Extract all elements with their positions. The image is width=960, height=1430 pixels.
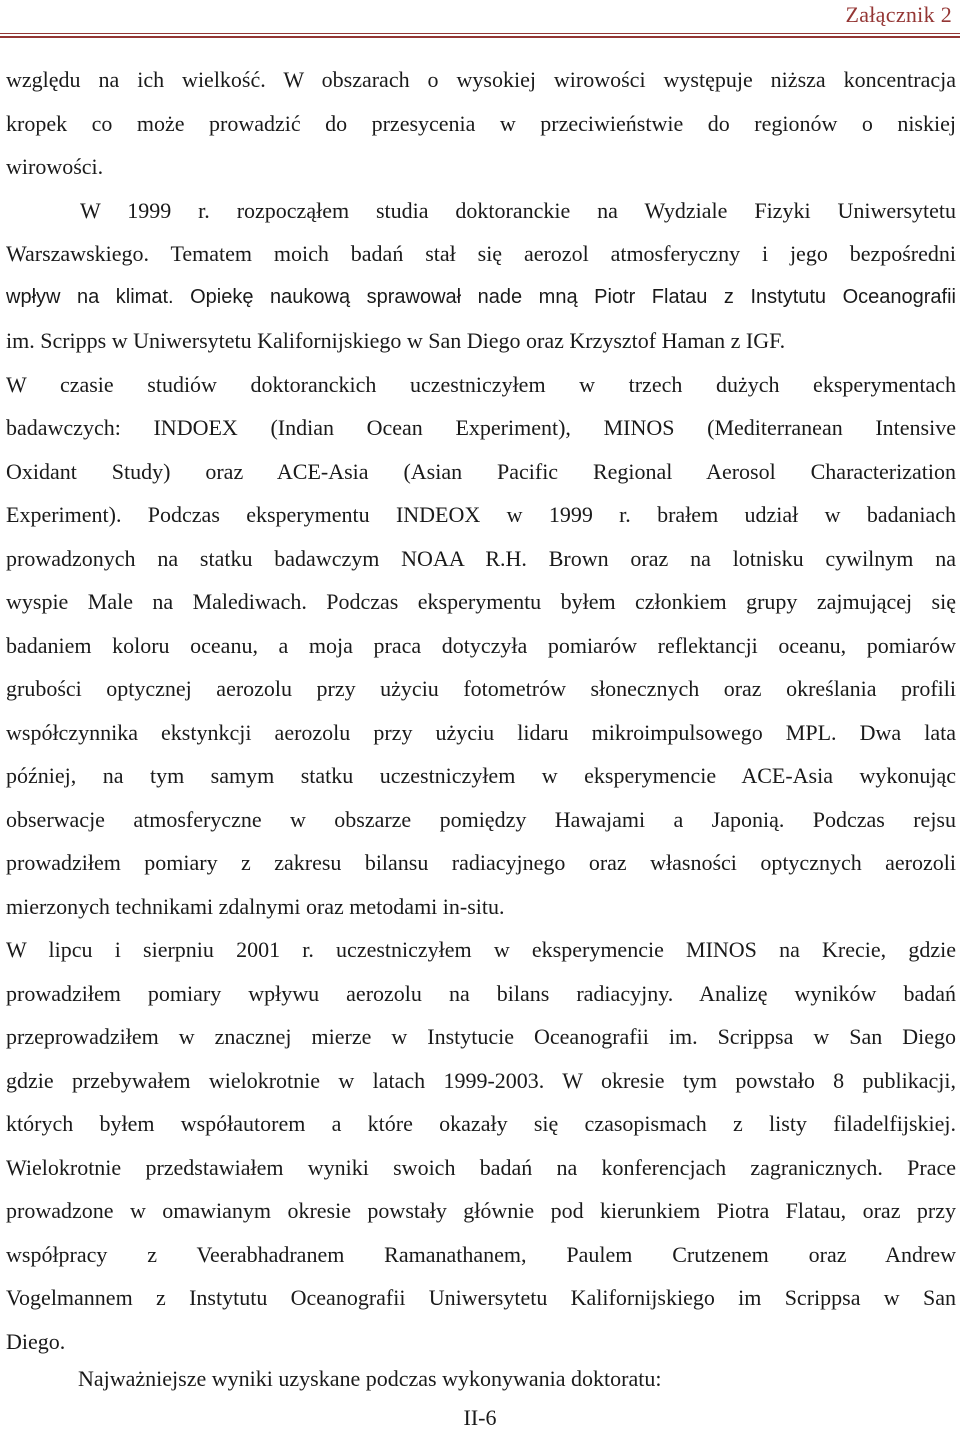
text-line: przeprowadziłem w znacznej mierze w Instytucie Oceanografii im. Scrippsa w San Diego <box>6 1024 956 1049</box>
text-line: W 1999 r. rozpocząłem studia doktoranckie na Wydziale Fizyki Uniwersytetu <box>80 197 956 223</box>
text-line: Diego. <box>6 1328 66 1354</box>
page-number: II-6 <box>463 1405 497 1430</box>
text-line: prowadziłem pomiary wpływu aerozolu na bilans radiacyjny. Analizę wyników badań <box>6 980 956 1006</box>
text-line: badawczych: INDOEX (Indian Ocean Experiment), MINOS (Mediterranean Intensive <box>6 415 956 440</box>
text-line: wpływ na klimat. Opiekę naukową sprawował nade mną Piotr Flatau z Instytutu Oceanografii <box>6 285 956 308</box>
text-line: wirowości. <box>6 154 104 179</box>
body-text <box>6 58 956 1363</box>
header-rule-thick <box>0 36 960 38</box>
text-line: gdzie przebywałem wielokrotnie w latach 1999-2003. W okresie tym powstało 8 publikacji, <box>6 1067 956 1093</box>
text-line: kropek co może prowadzić do przesycenia w przeciwieństwie do regionów o niskiej <box>6 110 956 136</box>
paragraph <box>6 363 956 929</box>
page-header <box>0 0 960 34</box>
text-line: W lipcu i sierpniu 2001 r. uczestniczyłem w eksperymencie MINOS na Krecie, gdzie <box>6 937 956 962</box>
text-line: im. Scripps w Uniwersytetu Kalifornijskiego w San Diego oraz Krzysztof Haman z IGF. <box>6 328 786 353</box>
text-line: mierzonych technikami zdalnymi oraz metodami in-situ. <box>6 893 505 919</box>
text-line: których byłem współautorem a które okazały się czasopismach z listy filadelfijskiej. <box>6 1111 956 1136</box>
text-line: współpracy z Veerabhadranem Ramanathanem, Paulem Crutzenem oraz Andrew <box>6 1241 956 1267</box>
paragraph <box>6 189 956 363</box>
text-line: Wielokrotnie przedstawiałem wyniki swoich badań na konferencjach zagranicznych. Prace <box>6 1154 956 1180</box>
text-line: W czasie studiów doktoranckich uczestniczyłem w trzech dużych eksperymentach <box>6 371 956 397</box>
paragraph <box>6 928 956 1363</box>
paragraph <box>6 58 956 189</box>
text-line: grubości optycznej aerozolu przy użyciu fotometrów słonecznych oraz określania profili <box>6 676 956 701</box>
attachment-title: Załącznik 2 <box>845 2 952 27</box>
text-line: później, na tym samym statku uczestniczyłem w eksperymencie ACE-Asia wykonując <box>6 763 956 788</box>
text-line: Oxidant Study) oraz ACE-Asia (Asian Pacific Regional Aerosol Characterization <box>6 458 956 484</box>
text-line: Experiment). Podczas eksperymentu INDEOX w 1999 r. brałem udział w badaniach <box>6 502 956 527</box>
text-line: obserwacje atmosferyczne w obszarze pomiędzy Hawajami a Japonią. Podczas rejsu <box>6 806 956 832</box>
text-line: Warszawskiego. Tematem moich badań stał się aerozol atmosferyczny i jego bezpośredni <box>6 241 956 266</box>
text-line: badaniem koloru oceanu, a moja praca dotyczyła pomiarów reflektancji oceanu, pomiarów <box>6 632 956 658</box>
text-line: Vogelmannem z Instytutu Oceanografii Uniwersytetu Kalifornijskiego im Scrippsa w San <box>6 1285 956 1310</box>
text-line: względu na ich wielkość. W obszarach o wysokiej wirowości występuje niższa koncentracja <box>6 67 956 92</box>
text-line: prowadziłem pomiary z zakresu bilansu radiacyjnego oraz własności optycznych aerozoli <box>6 850 956 875</box>
header-rule <box>0 33 960 34</box>
text-line: wyspie Male na Malediwach. Podczas eksperymentu byłem członkiem grupy zajmującej się <box>6 589 956 614</box>
section-intro-line: Najważniejsze wyniki uzyskane podczas wykonywania doktoratu: <box>78 1366 662 1391</box>
text-line: współczynnika ekstynkcji aerozolu przy użyciu lidaru mikroimpulsowego MPL. Dwa lata <box>6 719 956 745</box>
text-line: prowadzonych na statku badawczym NOAA R.H. Brown oraz na lotnisku cywilnym na <box>6 545 956 571</box>
text-line: prowadzone w omawianym okresie powstały głównie pod kierunkiem Piotra Flatau, oraz przy <box>6 1198 956 1223</box>
